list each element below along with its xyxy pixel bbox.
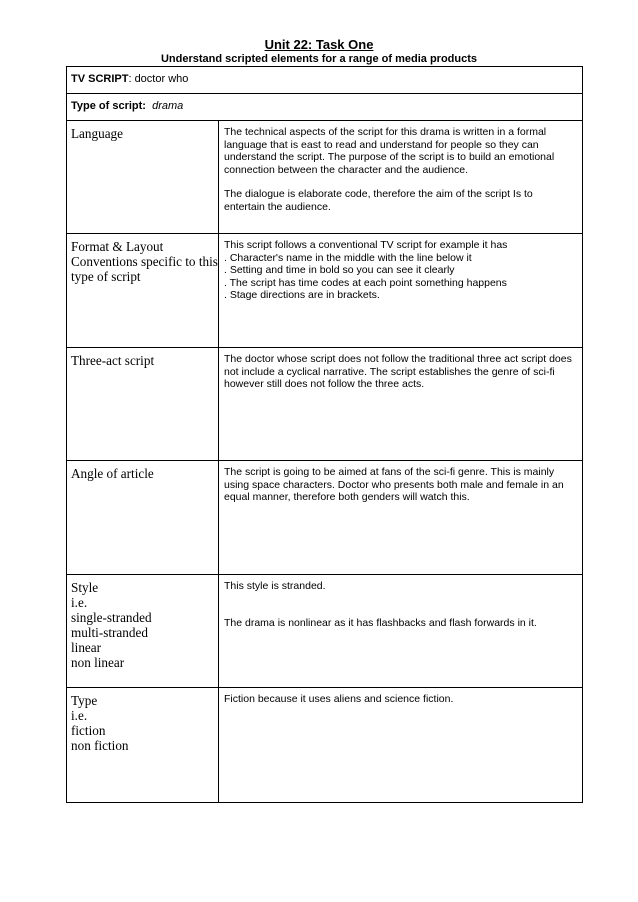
table-row-style <box>67 575 582 688</box>
label-line: i.e. <box>71 708 88 723</box>
tv-script-label: TV SCRIPT <box>71 73 129 85</box>
row-content <box>219 234 582 347</box>
row-label <box>67 348 219 460</box>
row-label <box>67 575 219 687</box>
label-line: Style <box>71 580 99 595</box>
table-row-format-layout <box>67 234 582 348</box>
row-content <box>219 461 582 574</box>
content-line: connection between the character and the audience. <box>224 163 469 176</box>
table-row-language <box>67 121 582 234</box>
content-line: Fiction because it uses aliens and science fiction. <box>224 693 454 705</box>
label-line: Format & Layout <box>71 239 164 254</box>
table-row-type <box>67 688 582 802</box>
script-type-value: drama <box>152 100 184 112</box>
content-line: The doctor whose script does not follow the traditional three act script does <box>224 353 572 365</box>
tv-script-value: : doctor who <box>128 73 189 85</box>
table-row-angle <box>67 461 582 575</box>
content-line: The drama is nonlinear as it has flashbacks and flash forwards in it. <box>224 616 537 629</box>
content-line: using space characters. Doctor who presents both male and female in an <box>224 478 564 491</box>
script-type-label: Type of script: <box>71 100 146 112</box>
content-line: . Stage directions are in brackets. <box>224 289 380 301</box>
label-line: fiction <box>71 723 106 738</box>
row-content <box>219 688 582 802</box>
row-label <box>67 688 219 802</box>
label-line: non linear <box>71 655 125 670</box>
label-line: multi-stranded <box>71 625 148 640</box>
content-line: . The script has time codes at each point something happens <box>224 276 507 289</box>
row-content <box>219 348 582 460</box>
row-content <box>219 121 582 233</box>
content-line: This style is stranded. <box>224 580 326 592</box>
task-table <box>66 66 583 803</box>
label-line: Conventions specific to this <box>71 254 218 269</box>
script-type-row <box>67 94 582 121</box>
content-line: equal manner, therefore both genders will watch this. <box>224 491 470 503</box>
label-line: Angle of article <box>71 466 154 481</box>
label-line: Three-act script <box>71 353 155 368</box>
label-line: i.e. <box>71 595 88 610</box>
content-line: however still does not follow the three acts. <box>224 378 425 390</box>
content-line: not include a cyclical narrative. The script establishes the genre of sci-fi <box>224 365 555 378</box>
label-line: linear <box>71 640 102 655</box>
label-line: Type <box>71 693 98 708</box>
content-line: The dialogue is elaborate code, therefore the aim of the script Is to <box>224 188 533 200</box>
label-line: single-stranded <box>71 610 152 625</box>
row-label <box>67 121 219 233</box>
table-row-three-act <box>67 348 582 461</box>
content-line: This script follows a conventional TV script for example it has <box>224 239 508 251</box>
page-title: Unit 22: Task One <box>264 37 374 52</box>
label-line: Language <box>71 126 123 141</box>
content-line: The technical aspects of the script for this drama is written in a formal <box>224 126 547 138</box>
content-line: The script is going to be aimed at fans of the sci-fi genre. This is mainly <box>224 466 555 478</box>
row-label <box>67 461 219 574</box>
label-line: non fiction <box>71 738 129 753</box>
page-subtitle: Understand scripted elements for a range of media products <box>160 53 477 65</box>
label-line: type of script <box>71 269 141 284</box>
row-content <box>219 575 582 687</box>
content-line: language that is east to read and understand for people so they can <box>224 138 539 151</box>
content-line: entertain the audience. <box>224 200 331 213</box>
row-label <box>67 234 219 347</box>
content-line: . Character's name in the middle with the line below it <box>224 251 472 264</box>
tv-script-row <box>67 67 582 94</box>
content-line: . Setting and time in bold so you can see it clearly <box>224 264 455 276</box>
content-line: understand the script. The purpose of the script is to build an emotional <box>224 151 555 163</box>
